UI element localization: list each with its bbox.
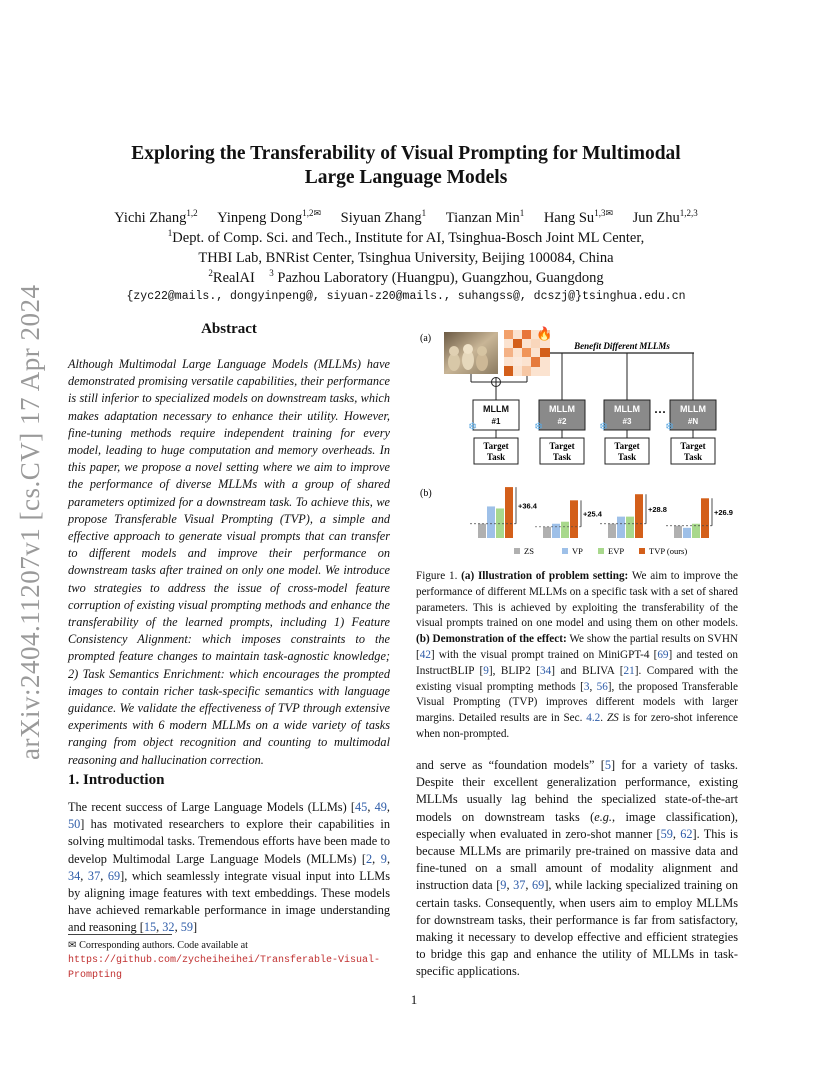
mllm-box-id: #2 <box>557 417 567 426</box>
footnote <box>68 939 398 983</box>
frozen-snowflake-icon: ❄ <box>534 421 544 433</box>
abstract-heading: Abstract <box>201 321 257 337</box>
chart-legend <box>514 546 687 556</box>
gain-data-label: +36.4 <box>518 501 537 511</box>
legend-swatch <box>514 548 520 554</box>
citation-link[interactable]: 59 <box>180 920 194 935</box>
mllm-box-label: MLLM <box>614 404 640 414</box>
text-run: ], which seamlessly integrate visual input into LLMs by aligning image features with text embeddings. These models have achieved remarkable performance in image understanding and reasoning [ <box>68 868 390 935</box>
target-task-label: Target <box>483 441 509 451</box>
text-run: , <box>100 868 108 883</box>
affil-text: Dept. of Comp. Sci. and Tech., Institute for AI, Tsinghua-Bosch Joint ML Center, <box>172 230 645 246</box>
citation-link[interactable]: 45 <box>355 800 368 814</box>
affil-text: RealAI <box>212 270 255 286</box>
text-run: , <box>367 800 375 814</box>
citation-link[interactable]: 21 <box>623 664 635 677</box>
chart-bar <box>505 487 513 538</box>
chart-bar <box>561 522 569 538</box>
envelope-icon: ✉ <box>68 940 77 951</box>
chart-bar <box>570 500 578 538</box>
footnote-rule <box>68 934 172 935</box>
chart-bar <box>674 526 682 538</box>
target-task-label: Task <box>486 452 506 462</box>
author <box>446 210 524 226</box>
citation-link[interactable]: 34 <box>68 868 81 883</box>
author-name: Tianzan Min <box>445 210 520 226</box>
text-run: ], BLIP2 [ <box>488 664 541 677</box>
author-affil-marker: 1,2✉ <box>302 208 322 219</box>
author-list <box>60 208 752 228</box>
citation-link[interactable]: 59 <box>660 826 673 841</box>
chart-bar <box>626 517 634 538</box>
results-bar-chart <box>470 487 733 538</box>
text-run: ], while lacking specialized training on certain tasks. Consequently, when users aim to employ MLLMs for downstream tasks, their performance is far from satisfactory, making it necessary to develop effective and efficient strategies to bridge this gap and enhance the utility of MLLMs in task-specific applications. <box>416 878 738 979</box>
text-run: ] has motivated researchers to explore their capabilities in solving multimodal tasks. Tremendous efforts have been made to develop Multimodal Large Language Models (MLLMs) [ <box>68 817 390 866</box>
benefit-banner-label: Benefit Different MLLMs <box>574 341 670 351</box>
introduction-paragraph <box>68 799 390 937</box>
citation-link[interactable]: 42 <box>419 648 431 661</box>
legend-label: TVP (ours) <box>649 546 688 556</box>
frozen-snowflake-icon: ❄ <box>599 421 609 433</box>
author-affil-marker: 1 <box>519 208 525 219</box>
mllm-box-id: #3 <box>622 417 632 426</box>
text-run: ]. Compared with the existing visual prompting methods [ <box>416 664 738 693</box>
figure-1-caption <box>416 569 738 743</box>
title-line-2: Large Language Models <box>304 167 508 188</box>
panel-a-label: (a) <box>420 333 432 344</box>
text-run: , <box>174 920 181 935</box>
legend-swatch <box>562 548 568 554</box>
caption-label: Figure 1. <box>416 570 462 582</box>
citation-link[interactable]: 62 <box>680 826 693 841</box>
mllm-box-id: #N <box>687 417 699 426</box>
affiliation-line-3 <box>60 268 752 288</box>
target-task-label: Target <box>549 441 575 451</box>
text-run: ], the proposed Transferable Visual Prompting (TVP) improves different models with larger margins. Detailed results are in Sec. <box>416 680 738 725</box>
text-run: We show the partial results on SVHN [ <box>416 633 739 661</box>
text-run: . <box>600 712 607 725</box>
author <box>114 210 197 226</box>
chart-bar <box>478 524 486 538</box>
citation-link[interactable]: 69 <box>657 648 669 661</box>
gain-data-label: +25.4 <box>583 509 602 519</box>
text-run: , <box>80 868 88 883</box>
introduction-heading: 1. Introduction <box>68 772 165 788</box>
paper-title <box>70 142 742 190</box>
author-emails: {zyc22@mails., dongyinpeng@, siyuan-z20@mails., suhangss@, dcszj@}tsinghua.edu.cn <box>126 290 686 303</box>
text-run: ] with the visual prompt trained on MiniGPT-4 [ <box>430 648 658 661</box>
target-task-label: Target <box>680 441 706 451</box>
text-run: , <box>372 851 381 866</box>
abstract-body: Although Multimodal Large Language Models (MLLMs) have demonstrated promising versatile capabilities, their performance is still inferior to specialized models on downstream tasks, which makes adaptation necessary to enhance their utility. However, fine-tuning methods require independent training for every model, leading to huge computation and memory overheads. In this paper, we propose a novel setting where we aim to improve the performance of diverse MLLMs with a group of shared parameters optimized for a downstream task. To achieve this, we propose Transferable Visual Prompting (TVP), a simple and effective approach to generate visual prompts that can transfer to different models and improve their performance on downstream tasks after trained on only one model. We introduce two strategies to address the issue of cross-model feature corruption of existing visual prompting methods and enhance the transferability of the learned prompts, including 1) Feature Consistency Alignment: which imposes constraints to the prompted feature changes to maintain task-agnostic knowledge; 2) Task Semantics Enrichment: which encourages the prompted images to contain richer task-specific semantics with language guidance. We validate the effectiveness of TVP through extensive experiments with 6 modern MLLMs on a wide variety of tasks ranging from object recognition and counting to multimodal reasoning and hallucination correction. <box>68 357 390 767</box>
citation-link[interactable]: 3 <box>583 680 590 693</box>
text-run: , <box>589 680 597 693</box>
gain-data-label: +28.8 <box>648 504 667 514</box>
author-affil-marker: 1,2,3 <box>679 208 698 219</box>
introduction-paragraph-continued <box>416 757 738 981</box>
citation-link[interactable]: 69 <box>532 878 545 893</box>
text-run: , image classification), especially when evaluated in zero-shot manner [ <box>416 809 738 841</box>
panel-b-label: (b) <box>420 488 432 499</box>
page-number: 1 <box>410 992 418 1007</box>
affil-text: Pazhou Laboratory (Huangpu), Guangzhou, Guangdong <box>277 270 604 286</box>
chart-bar <box>635 494 643 538</box>
author-name: Jun Zhu <box>632 210 680 226</box>
text-run: ZS <box>606 712 619 725</box>
legend-label: ZS <box>524 546 534 556</box>
legend-label: VP <box>572 546 583 556</box>
chart-bar <box>496 508 504 538</box>
frozen-snowflake-icon: ❄ <box>468 421 478 433</box>
gain-data-label: +26.9 <box>714 508 733 518</box>
chart-bar <box>701 498 709 538</box>
text-run: is for zero-shot inference when non-prompted. <box>416 712 738 740</box>
footnote-text: Corresponding authors. Code available at <box>76 940 248 951</box>
arxiv-identifier-stamp: arXiv:2404.11207v1 [cs.CV] 17 Apr 2024 <box>15 284 45 760</box>
legend-swatch <box>598 548 604 554</box>
citation-link[interactable]: 9 <box>483 664 489 677</box>
affiliation-line-1 <box>60 228 752 248</box>
text-run: The recent success of Large Language Models (LLMs) [ <box>68 800 356 814</box>
author-name: Hang Su <box>543 210 595 226</box>
affil-marker: 3 <box>269 268 274 279</box>
ellipsis-more-models: ··· <box>653 405 667 419</box>
author-block <box>60 208 752 288</box>
author-affil-marker: 1,3✉ <box>594 208 613 219</box>
author <box>633 210 698 226</box>
citation-link[interactable]: 37 <box>87 868 101 883</box>
citation-link[interactable]: 9 <box>380 851 387 866</box>
text-run: e.g. <box>594 809 612 824</box>
target-task-label: Task <box>617 452 637 462</box>
citation-link[interactable]: 69 <box>107 868 121 883</box>
text-run: , <box>386 851 391 866</box>
citation-link[interactable]: 50 <box>68 817 81 832</box>
affil-marker: 1 <box>167 228 173 239</box>
author <box>217 210 321 226</box>
citation-link[interactable]: 32 <box>162 920 175 935</box>
affiliation-line-2: THBI Lab, BNRist Center, Tsinghua University, Beijing 100084, China <box>198 250 614 266</box>
figure-1 <box>416 322 742 562</box>
chart-bar <box>608 524 616 538</box>
text-run: ] and BLIVA [ <box>551 664 624 677</box>
citation-link[interactable]: 37 <box>513 878 526 893</box>
author-name: Yichi Zhang <box>114 210 187 226</box>
legend-swatch <box>639 548 645 554</box>
author-name: Siyuan Zhang <box>340 210 422 226</box>
citation-link[interactable]: 34 <box>540 664 552 677</box>
text-run: , <box>386 800 390 814</box>
citation-link[interactable]: 49 <box>374 800 387 814</box>
citation-link[interactable]: 2 <box>366 851 373 866</box>
caption-part-a-title: (a) Illustration of problem setting: <box>461 570 629 582</box>
mllm-box-id: #1 <box>491 417 501 426</box>
chart-bar <box>683 528 691 538</box>
text-run: ]. This is because MLLMs are primarily pre-trained on massive data and fine-tuned on a small amount of modality alignment and instruction data [ <box>416 826 738 893</box>
target-task-label: Target <box>614 441 640 451</box>
model-row <box>468 400 716 464</box>
input-cat-image <box>444 332 498 374</box>
code-url-link[interactable]: https://github.com/zycheiheihei/Transferable-Visual-Prompting <box>68 955 381 981</box>
citation-link[interactable]: 5 <box>604 758 611 772</box>
chart-bar <box>543 527 551 538</box>
author <box>544 210 613 226</box>
legend-label: EVP <box>608 546 625 556</box>
section-link[interactable]: 4.2 <box>586 712 601 725</box>
title-line-1: Exploring the Transferability of Visual Prompting for Multimodal <box>131 143 681 164</box>
author-affil-marker: 1 <box>421 208 427 219</box>
text-run: , <box>525 878 533 893</box>
text-run: We aim to improve the performance of different MLLMs on a specific task with a set of shared parameters. This is achieved by exploiting the transferability of the visual prompts trained on one model and using them on other models. <box>416 570 738 630</box>
text-run: , <box>672 826 681 841</box>
text-run: and serve as “foundation models” [ <box>416 758 605 772</box>
chart-bar <box>617 517 625 538</box>
text-run: , <box>156 920 163 935</box>
author-name: Yinpeng Dong <box>217 210 303 226</box>
citation-link[interactable]: 9 <box>500 878 507 893</box>
caption-part-b-title: (b) Demonstration of the effect: <box>416 633 567 646</box>
fire-icon: 🔥 <box>536 326 553 341</box>
affil-marker: 2 <box>208 268 213 279</box>
target-task-label: Task <box>552 452 572 462</box>
citation-link[interactable]: 56 <box>596 680 608 693</box>
mllm-box-label: MLLM <box>680 404 706 414</box>
author <box>341 210 426 226</box>
mllm-box-label: MLLM <box>483 404 509 414</box>
frozen-snowflake-icon: ❄ <box>665 421 675 433</box>
text-run: ] for a variety of tasks. Despite their excellent generalization performance, existing MLLMs usually lag behind the specialized state-of-the-art models on downstream tasks ( <box>416 758 738 824</box>
chart-bar <box>552 524 560 538</box>
text-run: ] and tested on InstructBLIP [ <box>416 648 738 677</box>
text-run: , <box>506 878 514 893</box>
text-run: ] <box>193 920 198 935</box>
citation-link[interactable]: 15 <box>143 920 157 935</box>
target-task-label: Task <box>683 452 703 462</box>
author-affil-marker: 1,2 <box>186 208 198 219</box>
chart-bar <box>487 506 495 538</box>
mllm-box-label: MLLM <box>549 404 575 414</box>
